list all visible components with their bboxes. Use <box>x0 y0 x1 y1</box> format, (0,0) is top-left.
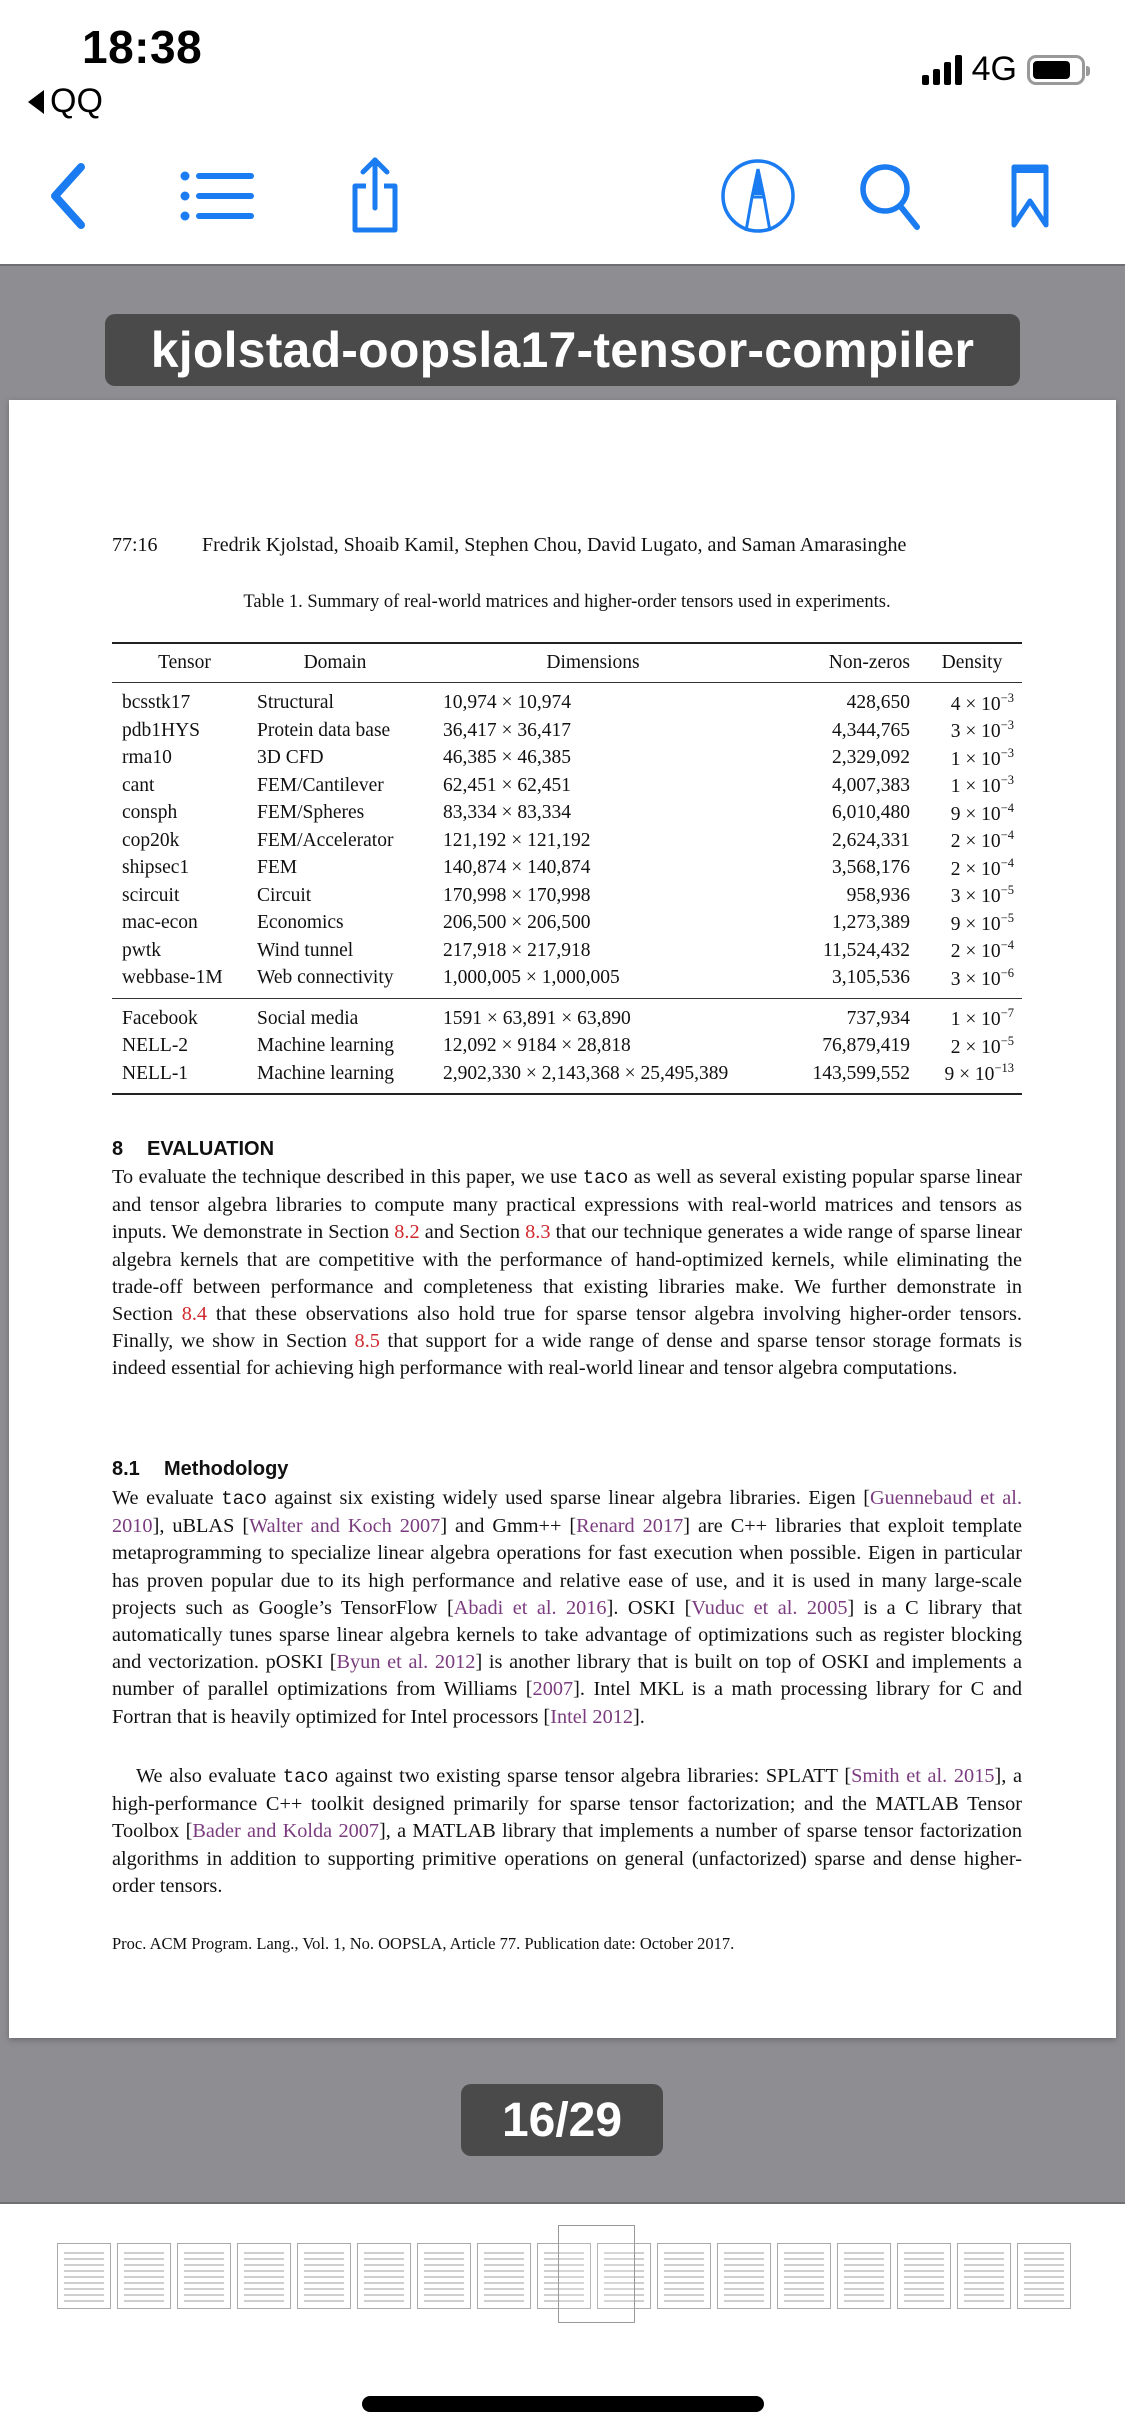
page-thumbnail[interactable] <box>297 2243 351 2309</box>
taco-code: taco <box>282 1766 329 1788</box>
back-to-app-link[interactable] <box>28 82 103 121</box>
section-link-8-2[interactable]: 8.2 <box>394 1221 420 1244</box>
page-thumbnail[interactable] <box>837 2243 891 2309</box>
section-link-8-5[interactable]: 8.5 <box>354 1330 380 1353</box>
cell-domain: Circuit <box>257 884 312 906</box>
markup-button[interactable] <box>718 156 798 236</box>
cell-nonzeros: 1,273,389 <box>832 912 910 934</box>
citation-link[interactable]: Renard 2017 <box>576 1515 684 1538</box>
table-row <box>112 799 1022 827</box>
cell-tensor: pdb1HYS <box>122 719 201 741</box>
table-row <box>112 744 1022 772</box>
pdf-page[interactable] <box>9 400 1116 2038</box>
cell-dimensions: 170,998 × 170,998 <box>443 884 591 906</box>
cell-dimensions: 36,417 × 36,417 <box>443 719 571 741</box>
citation-link[interactable]: Bader and Kolda 2007 <box>192 1820 380 1843</box>
cell-dimensions: 1,000,005 × 1,000,005 <box>443 967 620 989</box>
back-app-label: QQ <box>50 82 103 120</box>
share-icon <box>347 156 403 236</box>
citation-link[interactable]: Intel 2012 <box>550 1705 633 1728</box>
citation-link[interactable]: Walter and Koch 2007 <box>249 1515 441 1538</box>
cell-domain: Economics <box>257 912 344 934</box>
cell-density: $3 \times 10^{-3}$ <box>950 718 1014 743</box>
header-nonzeros: Non-zeros <box>828 652 910 674</box>
cell-domain: Web connectivity <box>257 967 394 989</box>
page-thumbnail[interactable] <box>57 2243 111 2309</box>
cell-dimensions: 206,500 × 206,500 <box>443 912 591 934</box>
citation-link[interactable]: Vuduc et al. 2005 <box>691 1596 848 1619</box>
page-thumbnail[interactable] <box>417 2243 471 2309</box>
cell-tensor: scircuit <box>122 884 180 906</box>
header-domain: Domain <box>303 652 367 674</box>
cell-dimensions: 2,902,330 × 2,143,368 × 25,495,389 <box>443 1062 729 1084</box>
cell-domain: Machine learning <box>257 1062 394 1084</box>
page-thumbnail[interactable] <box>117 2243 171 2309</box>
cell-nonzeros: 2,624,331 <box>832 829 910 851</box>
cell-tensor: cant <box>122 774 155 796</box>
cell-nonzeros: 3,105,536 <box>832 967 910 989</box>
data-table <box>112 642 1022 1095</box>
cell-nonzeros: 958,936 <box>846 884 910 906</box>
page-thumbnail[interactable] <box>1017 2243 1071 2309</box>
back-triangle-icon <box>28 90 44 114</box>
page-indicator: 16/29 <box>461 2084 663 2156</box>
cell-tensor: shipsec1 <box>122 857 190 879</box>
table-row <box>112 1032 1022 1060</box>
cell-tensor: consph <box>122 802 178 824</box>
reader-toolbar <box>0 130 1125 264</box>
cell-density: $9 \times 10^{-5}$ <box>950 910 1014 935</box>
cell-density: $9 \times 10^{-13}$ <box>944 1061 1014 1086</box>
cell-tensor: Facebook <box>122 1007 198 1029</box>
chevron-left-icon <box>43 163 93 229</box>
cell-density: $4 \times 10^{-3}$ <box>950 690 1014 715</box>
table-header-row <box>112 644 1022 682</box>
matrices-group <box>112 683 1022 998</box>
cell-domain: Structural <box>257 692 334 714</box>
cell-density: $1 \times 10^{-3}$ <box>950 773 1014 798</box>
methodology-paragraph-1: We evaluate taco against six existing widely used sparse linear algebra libraries. Eigen [Guennebaud et al. 2010], uBLAS [Walter and Koch 2007] and Gmm++ [Renard 2017] are C++ libraries that exploit template metaprogramming to specialize linear algebra operations for fast execution when possible. Eigen in particular has proven popular due to its high performance and relative ease of use, and it is used in many large-scale projects such as Google’s TensorFlow [Abadi et al. 2016]. OSKI [Vuduc et al. 2005] is a C library that automatically tunes sparse linear algebra kernels to take advantage of optimizations such as register blocking and vectorization. pOSKI [Byun et al. 2012] is another library that is built on top of OSKI and implements a number of parallel optimizations from Williams [2007]. Intel MKL is a math processing library for C and Fortran that is heavily optimized for Intel processors [Intel 2012]. <box>112 1487 1023 1728</box>
page-thumbnail[interactable] <box>237 2243 291 2309</box>
cell-tensor: cop20k <box>122 829 180 851</box>
cell-dimensions: 140,874 × 140,874 <box>443 857 591 879</box>
cell-nonzeros: 143,599,552 <box>812 1062 910 1084</box>
table-row <box>112 964 1022 992</box>
cell-nonzeros: 3,568,176 <box>832 857 910 879</box>
section-link-8-3[interactable]: 8.3 <box>525 1221 551 1244</box>
cell-dimensions: 1591 × 63,891 × 63,890 <box>443 1007 631 1029</box>
running-head <box>112 534 1022 557</box>
cell-tensor: NELL-2 <box>122 1035 189 1057</box>
page-thumbnail[interactable] <box>777 2243 831 2309</box>
citation-link[interactable]: Byun et al. 2012 <box>336 1651 476 1674</box>
bookmark-icon <box>1008 163 1052 229</box>
authors: Fredrik Kjolstad, Shoaib Kamil, Stephen Chou, David Lugato, and Saman Amarasinghe <box>202 534 907 556</box>
cell-dimensions: 46,385 × 46,385 <box>443 747 571 769</box>
cell-dimensions: 10,974 × 10,974 <box>443 692 571 714</box>
cell-density: $2 \times 10^{-5}$ <box>950 1033 1014 1058</box>
table-row <box>112 909 1022 937</box>
cell-nonzeros: 4,007,383 <box>832 774 910 796</box>
cell-dimensions: 62,451 × 62,451 <box>443 774 571 796</box>
current-page-frame <box>558 2225 635 2323</box>
tensors-group <box>112 999 1022 1094</box>
cell-density: $1 \times 10^{-3}$ <box>950 745 1014 770</box>
cell-nonzeros: 4,344,765 <box>832 719 910 741</box>
cell-tensor: NELL-1 <box>122 1062 189 1084</box>
search-icon <box>857 161 923 231</box>
cell-nonzeros: 11,524,432 <box>822 939 910 961</box>
page-thumbnail[interactable] <box>897 2243 951 2309</box>
markup-pen-icon <box>719 157 797 235</box>
cell-domain: FEM/Accelerator <box>257 829 394 851</box>
table-row <box>112 937 1022 965</box>
outline-button[interactable] <box>178 156 258 236</box>
cell-nonzeros: 428,650 <box>846 692 910 714</box>
back-button[interactable] <box>28 156 108 236</box>
header-density: Density <box>941 652 1003 674</box>
section-heading-evaluation: 8 EVALUATION <box>112 1138 275 1160</box>
table-row <box>112 1005 1022 1033</box>
page-thumbnail[interactable] <box>657 2243 711 2309</box>
section-heading-methodology: 8.1 Methodology <box>112 1458 289 1480</box>
cell-domain: 3D CFD <box>257 747 324 769</box>
section-link-8-4[interactable]: 8.4 <box>181 1303 208 1326</box>
cell-density: $1 \times 10^{-7}$ <box>950 1006 1014 1031</box>
document-title: kjolstad-oopsla17-tensor-compiler <box>105 314 1020 386</box>
cell-domain: Protein data base <box>257 719 391 741</box>
cellular-signal-icon <box>922 55 962 85</box>
cell-domain: FEM <box>257 857 298 879</box>
citation-link[interactable]: Guennebaud et al. 2010 <box>112 1487 1023 1538</box>
cell-density: $2 \times 10^{-4}$ <box>950 938 1014 963</box>
header-tensor: Tensor <box>158 652 211 674</box>
cell-dimensions: 121,192 × 121,192 <box>443 829 591 851</box>
header-dimensions: Dimensions <box>546 652 640 674</box>
table-row <box>112 854 1022 882</box>
cell-nonzeros: 6,010,480 <box>832 802 910 824</box>
cell-tensor: mac-econ <box>122 912 198 934</box>
cell-tensor: rma10 <box>122 747 172 769</box>
bookmark-button[interactable] <box>990 156 1070 236</box>
cell-nonzeros: 76,879,419 <box>822 1035 910 1057</box>
cell-dimensions: 217,918 × 217,918 <box>443 939 591 961</box>
cell-density: $2 \times 10^{-4}$ <box>950 828 1014 853</box>
search-button[interactable] <box>850 156 930 236</box>
citation-link[interactable]: 2007 <box>532 1678 574 1701</box>
cell-nonzeros: 737,934 <box>846 1007 910 1029</box>
page-thumbnail[interactable] <box>717 2243 771 2309</box>
page-thumbnail[interactable] <box>357 2243 411 2309</box>
cell-domain: Social media <box>257 1007 359 1029</box>
cell-domain: FEM/Cantilever <box>257 774 384 796</box>
share-button[interactable] <box>335 156 415 236</box>
table-row <box>112 689 1022 717</box>
document-viewer[interactable] <box>0 264 1125 2204</box>
table-row <box>112 772 1022 800</box>
page-thumbnail[interactable] <box>957 2243 1011 2309</box>
citation-link[interactable]: Smith et al. 2015 <box>851 1765 995 1787</box>
status-time: 18:38 <box>82 21 203 73</box>
cell-density: $9 \times 10^{-4}$ <box>950 800 1014 825</box>
cell-dimensions: 83,334 × 83,334 <box>443 802 571 824</box>
table-caption: Table 1. Summary of real-world matrices and higher-order tensors used in experiments. <box>243 592 891 612</box>
page-footer: Proc. ACM Program. Lang., Vol. 1, No. OOPSLA, Article 77. Publication date: October 2017. <box>112 1934 735 1953</box>
cell-dimensions: 12,092 × 9184 × 28,818 <box>443 1035 631 1057</box>
cell-tensor: bcsstk17 <box>122 692 191 714</box>
table-row <box>112 827 1022 855</box>
battery-icon <box>1027 55 1085 85</box>
taco-code: taco <box>221 1488 267 1510</box>
page-thumbnail[interactable] <box>477 2243 531 2309</box>
cell-nonzeros: 2,329,092 <box>832 747 910 769</box>
taco-code: taco <box>582 1167 629 1189</box>
table-row <box>112 882 1022 910</box>
cell-density: $3 \times 10^{-5}$ <box>950 883 1014 908</box>
cell-density: $3 \times 10^{-6}$ <box>950 965 1014 990</box>
table-row <box>112 717 1022 745</box>
cell-tensor: pwtk <box>122 939 161 961</box>
cell-domain: Machine learning <box>257 1035 394 1057</box>
methodology-paragraph-2: We also evaluate taco against two existing sparse tensor algebra libraries: SPLATT [Smith et al. 2015], a high-performance C++ toolkit designed primarily for sparse tensor factorization; and the MATLAB Tensor Toolbox [Bader and Kolda 2007], a MATLAB library that implements a number of sparse tensor factorization algorithms in addition to supporting primitive operations on general (unfactorized) sparse and dense higher-order tensors. <box>112 1765 1022 1897</box>
home-indicator[interactable] <box>362 2396 764 2412</box>
table-row <box>112 1060 1022 1088</box>
cell-density: $2 \times 10^{-4}$ <box>950 855 1014 880</box>
cell-tensor: webbase-1M <box>122 967 223 989</box>
evaluation-paragraph: To evaluate the technique described in this paper, we use taco as well as several existing popular sparse linear and tensor algebra libraries to compute many practical expressions with real-world matrices and tensors as inputs. We demonstrate in Section 8.2 and Section 8.3 that our technique generates a wide range of sparse linear algebra kernels that are competitive with the performance of hand-optimized kernels, while eliminating the trade-off between performance and completeness that existing libraries make. We further demonstrate in Section 8.4 that these observations also hold true for sparse tensor algebra involving higher-order tensors. Finally, we show in Section 8.5 that support for a wide range of dense and sparse tensor storage formats is indeed essential for achieving high performance with real-world linear and tensor algebra computations. <box>112 1166 1022 1380</box>
page-number: 77:16 <box>112 534 158 556</box>
cell-domain: Wind tunnel <box>257 939 354 961</box>
page-thumbnail[interactable] <box>177 2243 231 2309</box>
list-icon <box>180 168 256 224</box>
citation-link[interactable]: Abadi et al. 2016 <box>453 1596 607 1619</box>
network-type: 4G <box>971 50 1017 88</box>
status-indicators <box>922 50 1085 89</box>
status-bar <box>0 0 1125 130</box>
cell-domain: FEM/Spheres <box>257 802 365 824</box>
